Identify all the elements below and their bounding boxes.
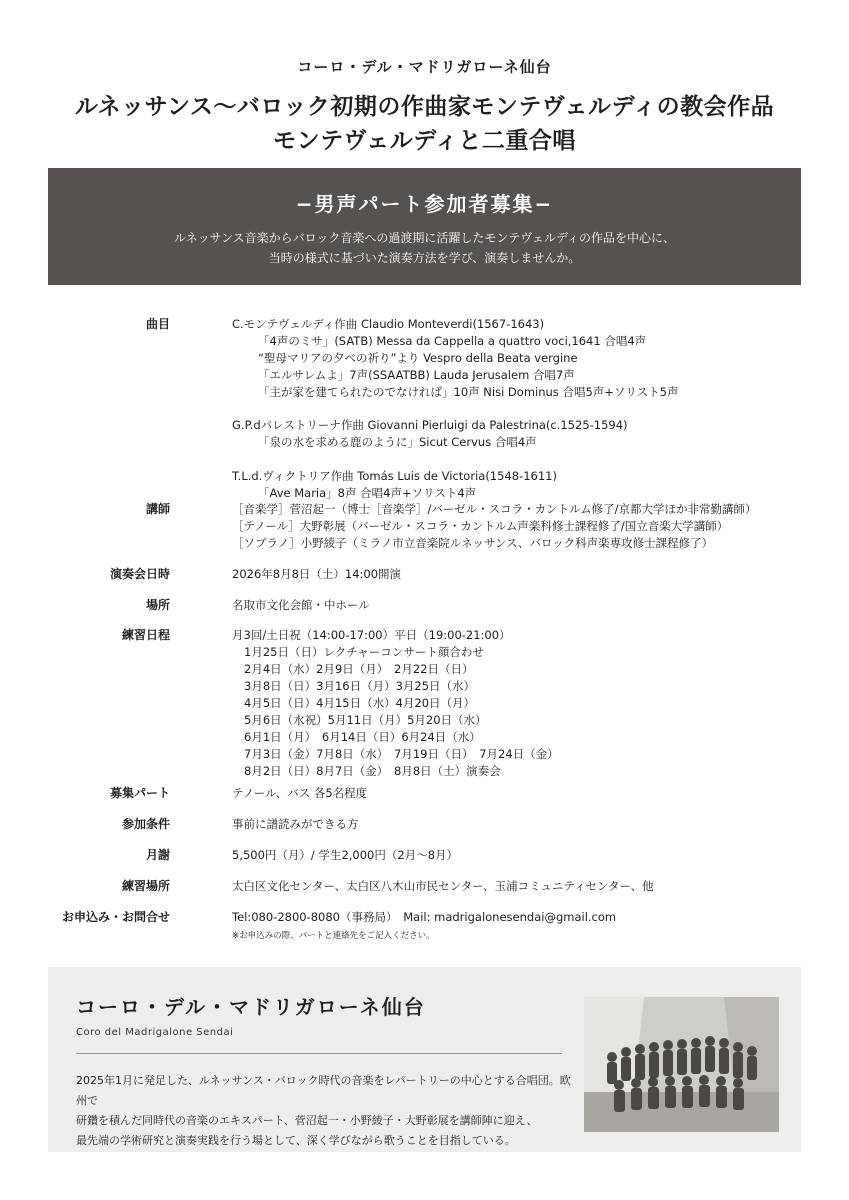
parts-label: 募集パート <box>109 786 170 800</box>
choir-group-photo <box>584 997 779 1132</box>
work-line: 「泉の水を求める鹿のように」Sicut Cervus 合唱4声 <box>258 435 537 449</box>
schedule-content <box>232 627 812 780</box>
schedule-label: 練習日程 <box>121 628 170 642</box>
conditions-label: 参加条件 <box>121 817 170 831</box>
divider <box>76 1053 562 1054</box>
about-desc-line: 最先端の学術研究と演奏実践を行う場として、深く学びながら歌うことを目指している。 <box>76 1134 516 1147</box>
about-org-name: コーロ・デル・マドリガローネ仙台 <box>76 995 426 1019</box>
work-line: “聖母マリアの夕べの祈り”より Vespro della Beata vergine <box>258 351 578 365</box>
schedule-line: 2月4日（水）2月9日（月） 2月22日（日） <box>244 662 474 676</box>
contact-value: Tel:080-2800-8080（事務局） Mail: madrigalonesendai@gmail.com <box>232 910 617 924</box>
about-desc-line: 2025年1月に発足した、ルネッサンス・バロック時代の音楽をレパートリーの中心とする合唱団。欧州で <box>76 1074 571 1107</box>
contact-note: ※お申込みの際、パートと連絡先をご記入ください。 <box>232 931 435 941</box>
work-line: 「Ave Maria」8声 合唱4声+ソリスト4声 <box>258 486 477 500</box>
schedule-line: 月3回/土日祝（14:00-17:00）平日（19:00-21:00） <box>232 628 511 642</box>
about-description <box>76 1071 576 1151</box>
schedule-line: 3月8日（日）3月16日（月）3月25日（水） <box>244 679 476 693</box>
program-label: 曲目 <box>145 317 170 331</box>
fee-label: 月謝 <box>145 848 170 862</box>
schedule-line: 1月25日（日）レクチャーコンサート顔合わせ <box>244 645 484 659</box>
practice-venue-value: 太白区文化センター、太白区八木山市民センター、玉浦コミュニティセンター、他 <box>232 879 654 893</box>
about-org-roman: Coro del Madrigalone Sendai <box>76 1027 234 1038</box>
concert-date-value: 2026年8月8日（土）14:00開演 <box>232 567 402 581</box>
program-content <box>232 316 812 502</box>
work-line: 「主が家を建てられたのでなければ」10声 Nisi Dominus 合唱5声+ソリスト5声 <box>258 385 679 399</box>
about-section <box>48 967 801 1152</box>
org-name: コーロ・デル・マドリガローネ仙台 <box>297 58 552 76</box>
schedule-line: 4月5日（日）4月15日（水）4月20日（月） <box>244 696 476 710</box>
recruitment-banner <box>48 168 801 285</box>
practice-venue-label: 練習場所 <box>121 879 170 893</box>
conditions-value: 事前に譜読みができる方 <box>232 817 359 831</box>
composer-line: C.モンテヴェルディ作曲 Claudio Monteverdi(1567-1643) <box>232 317 545 331</box>
instructor-line: ［音楽学］菅沼起一（博士［音楽学］/バーゼル・スコラ・カントルム修了/京都大学ほか非常勤講師） <box>232 502 757 516</box>
instructor-line: ［テノール］大野彰展（バーゼル・スコラ・カントルム声楽科修士課程修了/国立音楽大学講師） <box>232 519 729 533</box>
banner-description <box>48 228 801 268</box>
fee-value: 5,500円（月）/ 学生2,000円（2月〜8月） <box>232 848 459 862</box>
banner-desc-line: ルネッサンス音楽からバロック音楽への過渡期に活躍したモンテヴェルディの作品を中心に、 <box>173 231 675 245</box>
instructor-line: ［ソプラノ］小野綾子（ミラノ市立音楽院ルネッサンス、バロック科声楽専攻修士課程修了） <box>232 536 714 550</box>
contact-label: お申込み・お問合せ <box>61 910 170 924</box>
schedule-line: 6月1日（月） 6月14日（日）6月24日（水） <box>244 730 481 744</box>
work-line: 「4声のミサ」(SATB) Messa da Cappella a quattro voci,1641 合唱4声 <box>258 334 647 348</box>
contact-content <box>232 909 812 943</box>
concert-date-label: 演奏会日時 <box>109 567 170 581</box>
title-line-2: モンテヴェルディと二重合唱 <box>273 128 576 154</box>
venue-value: 名取市文化会館・中ホール <box>232 598 370 612</box>
instructors-label: 講師 <box>145 502 170 516</box>
work-line: 「エルサレムよ」7声(SSAATBB) Lauda Jerusalem 合唱7声 <box>258 368 575 382</box>
composer-line: G.P.dパレストリーナ作曲 Giovanni Pierluigi da Palestrina(c.1525-1594) <box>232 418 628 432</box>
venue-label: 場所 <box>145 598 170 612</box>
schedule-line: 8月2日（日）8月7日（金） 8月8日（土）演奏会 <box>244 764 501 778</box>
schedule-line: 5月6日（水祝）5月11日（月）5月20日（水） <box>244 713 487 727</box>
banner-heading: −男声パート参加者募集− <box>295 192 554 216</box>
banner-desc-line: 当時の様式に基づいた演奏方法を学び、演奏しませんか。 <box>268 251 581 265</box>
schedule-line: 7月3日（金）7月8日（水） 7月19日（日） 7月24日（金） <box>244 747 559 761</box>
about-desc-line: 研鑽を積んだ同時代の音楽のエキスパート、菅沼起一・小野綾子・大野彰展を講師陣に迎え、 <box>76 1114 538 1127</box>
instructors-content <box>232 501 812 552</box>
parts-value: テノール、バス 各5名程度 <box>232 786 368 800</box>
title-line-1: ルネッサンス〜バロック初期の作曲家モンテヴェルディの教会作品 <box>74 94 775 120</box>
composer-line: T.L.d.ヴィクトリア作曲 Tomás Luis de Victoria(1548-1611) <box>232 469 557 483</box>
